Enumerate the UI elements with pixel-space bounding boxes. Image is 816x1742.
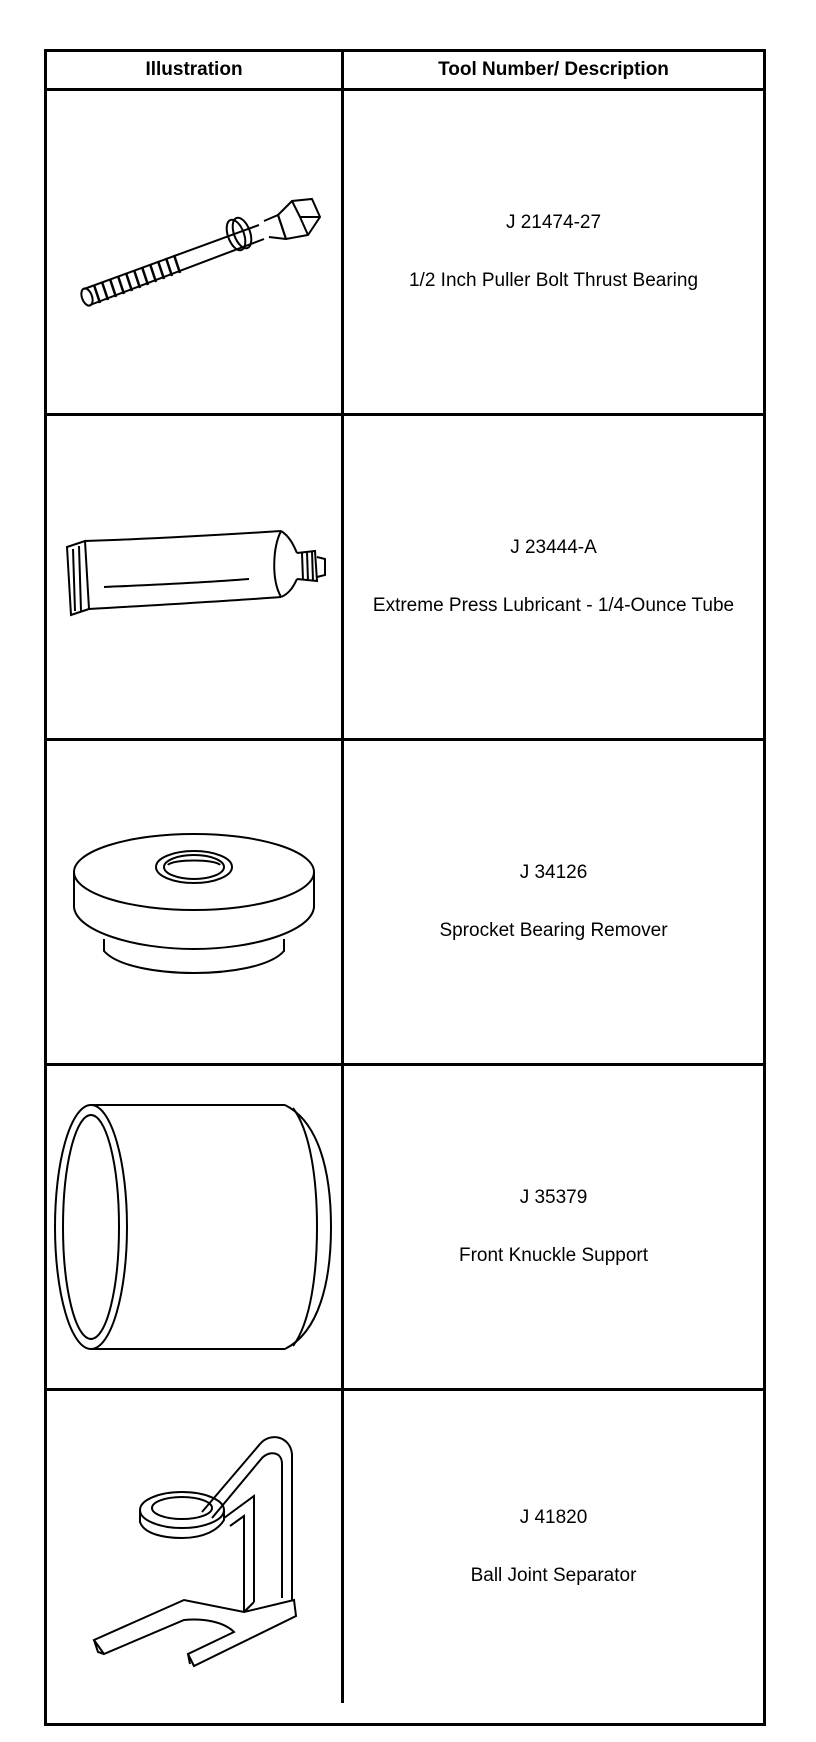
illustration-cell [47,1066,344,1388]
illustration-header: Illustration [47,52,344,88]
special-tools-table [44,49,766,1726]
description-header: Tool Number/ Description [438,59,669,80]
tool-description: 1/2 Inch Puller Bolt Thrust Bearing [408,270,699,291]
description-cell [344,416,763,738]
tool-number: J 21474-27 [505,212,602,233]
knuckle-support-icon [49,1102,339,1352]
table-header [47,52,763,91]
tool-description: Ball Joint Separator [470,1565,637,1586]
description-cell [344,1391,763,1703]
tool-number: J 41820 [519,1507,588,1528]
tool-description: Extreme Press Lubricant - 1/4-Ounce Tube [372,595,735,616]
table-row [47,416,763,741]
tool-description: Front Knuckle Support [458,1245,649,1266]
illustration-cell [47,91,344,413]
table-row [47,91,763,416]
ball-joint-separator-icon [84,1422,304,1672]
tool-number: J 34126 [519,862,588,883]
description-cell [344,91,763,413]
description-cell [344,1066,763,1388]
table-row [47,741,763,1066]
description-cell [344,741,763,1063]
illustration-cell [47,741,344,1063]
lubricant-tube-icon [59,527,329,627]
bearing-remover-icon [64,827,324,977]
tool-number: J 23444-A [510,537,597,558]
puller-bolt-icon [64,177,324,327]
table-row [47,1391,763,1703]
tool-description: Sprocket Bearing Remover [439,920,668,941]
illustration-cell [47,416,344,738]
illustration-cell [47,1391,344,1703]
tool-number: J 35379 [519,1187,588,1208]
table-row [47,1066,763,1391]
